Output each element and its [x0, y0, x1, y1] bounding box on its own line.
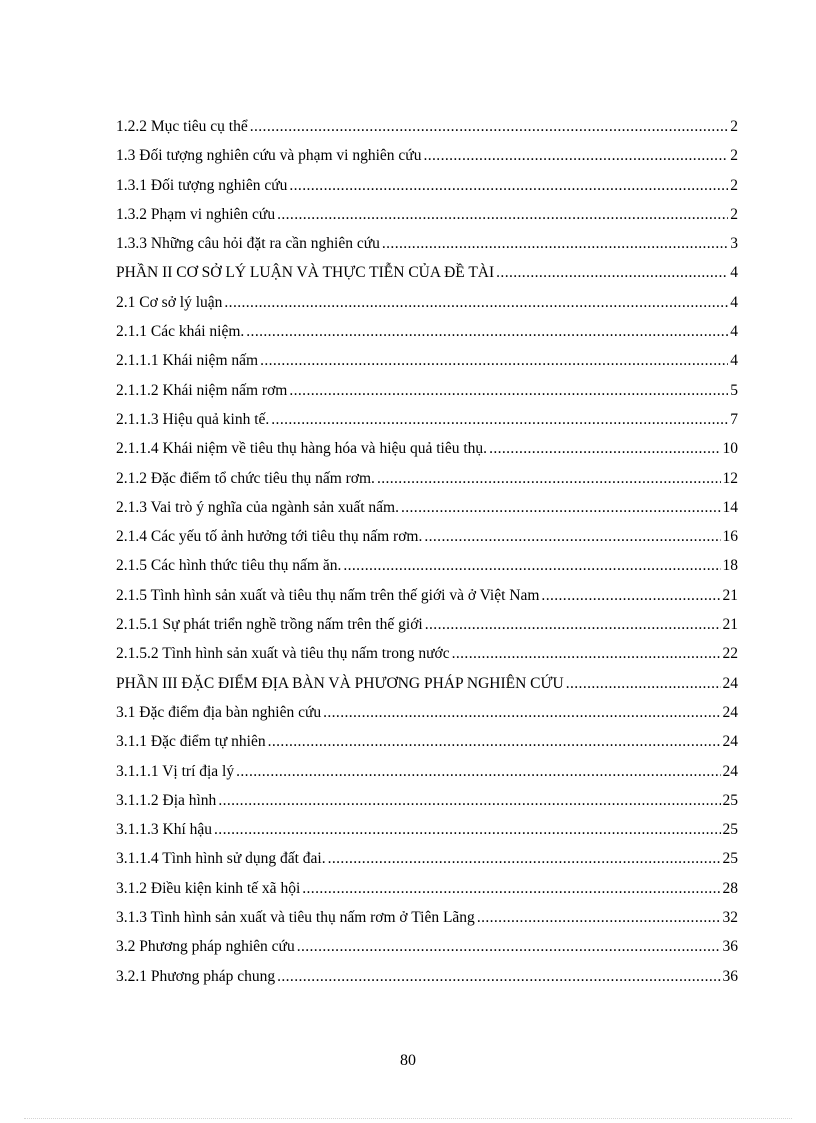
toc-dot-leader — [328, 844, 721, 873]
toc-dot-leader — [289, 376, 728, 405]
toc-dot-leader — [277, 962, 720, 991]
toc-dot-leader — [218, 786, 720, 815]
toc-dot-leader — [496, 258, 728, 287]
toc-dot-leader — [425, 610, 721, 639]
toc-entry-page-number: 18 — [722, 557, 738, 575]
toc-dot-leader — [566, 669, 721, 698]
toc-dot-leader — [302, 874, 720, 903]
toc-entry-page-number: 16 — [722, 528, 738, 546]
toc-entry-page-number: 24 — [722, 733, 738, 751]
toc-entry-title: 2.1.5 Các hình thức tiêu thụ nấm ăn. — [116, 557, 342, 575]
toc-dot-leader — [289, 171, 728, 200]
toc-entry-page-number: 36 — [722, 967, 738, 985]
toc-entry-page-number: 14 — [722, 498, 738, 516]
page-number: 80 — [400, 1052, 416, 1069]
toc-entry-title: 3.1.1 Đặc điểm tự nhiên — [116, 733, 266, 751]
toc-entry[interactable] — [116, 757, 738, 786]
toc-entry-page-number: 25 — [722, 791, 738, 809]
toc-entry[interactable] — [116, 932, 738, 961]
page-bottom-border — [24, 1118, 792, 1119]
toc-entry[interactable] — [116, 551, 738, 580]
toc-dot-leader — [489, 434, 720, 463]
toc-entry[interactable] — [116, 962, 738, 991]
toc-entry-page-number: 4 — [730, 323, 738, 341]
toc-entry-page-number: 24 — [722, 703, 738, 721]
toc-entry[interactable] — [116, 200, 738, 229]
toc-dot-leader — [224, 288, 728, 317]
toc-entry[interactable] — [116, 727, 738, 756]
toc-entry-page-number: 25 — [722, 821, 738, 839]
toc-entry-title: 3.1.3 Tình hình sản xuất và tiêu thụ nấm rơm ở Tiên Lãng — [116, 909, 475, 927]
toc-entry[interactable] — [116, 493, 738, 522]
toc-entry-title: 3.1.1.2 Địa hình — [116, 791, 217, 809]
toc-entry-title: 2.1.5.1 Sự phát triển nghề trồng nấm trên thế giới — [116, 616, 423, 634]
toc-dot-leader — [377, 464, 721, 493]
toc-entry-title: 2.1.5 Tình hình sản xuất và tiêu thụ nấm trên thế giới và ở Việt Nam — [116, 586, 540, 604]
toc-entry-title: 2.1.1.2 Khái niệm nấm rơm — [116, 381, 288, 399]
toc-entry-page-number: 3 — [730, 235, 738, 253]
toc-dot-leader — [424, 522, 720, 551]
toc-entry-page-number: 7 — [730, 410, 738, 428]
toc-entry[interactable] — [116, 229, 738, 258]
toc-entry-title: 2.1.5.2 Tình hình sản xuất và tiêu thụ nấm trong nước — [116, 645, 450, 663]
toc-entry-title: 1.3.2 Phạm vi nghiên cứu — [116, 205, 276, 223]
toc-entry[interactable] — [116, 288, 738, 317]
toc-dot-leader — [214, 815, 720, 844]
toc-entry[interactable] — [116, 464, 738, 493]
toc-entry-page-number: 4 — [730, 264, 738, 282]
toc-entry[interactable] — [116, 346, 738, 375]
toc-entry-page-number: 4 — [730, 293, 738, 311]
toc-entry-page-number: 2 — [730, 205, 738, 223]
toc-dot-leader — [297, 932, 721, 961]
toc-entry-page-number: 2 — [730, 147, 738, 165]
toc-entry[interactable] — [116, 610, 738, 639]
toc-entry[interactable] — [116, 786, 738, 815]
toc-entry[interactable] — [116, 874, 738, 903]
toc-entry-title: 2.1.1.4 Khái niệm về tiêu thụ hàng hóa và hiệu quả tiêu thụ. — [116, 440, 488, 458]
toc-entry-page-number: 21 — [722, 616, 738, 634]
toc-entry-title: 1.3.3 Những câu hỏi đặt ra cần nghiên cứu — [116, 235, 380, 253]
toc-entry[interactable] — [116, 376, 738, 405]
toc-entry-title: 3.2 Phương pháp nghiên cứu — [116, 938, 295, 956]
toc-entry[interactable] — [116, 815, 738, 844]
toc-entry-page-number: 25 — [722, 850, 738, 868]
toc-entry-title: 2.1.1.1 Khái niệm nấm — [116, 352, 259, 370]
toc-entry-title: 3.1 Đặc điểm địa bàn nghiên cứu — [116, 703, 322, 721]
toc-entry-page-number: 21 — [722, 586, 738, 604]
toc-entry-page-number: 2 — [730, 176, 738, 194]
toc-entry-page-number: 36 — [722, 938, 738, 956]
toc-entry-title: 3.2.1 Phương pháp chung — [116, 967, 276, 985]
toc-entry-title: 2.1.4 Các yếu tố ảnh hưởng tới tiêu thụ nấm rơm. — [116, 528, 423, 546]
toc-entry[interactable] — [116, 405, 738, 434]
toc-dot-leader — [271, 405, 728, 434]
toc-entry[interactable] — [116, 903, 738, 932]
toc-entry-page-number: 28 — [722, 879, 738, 897]
toc-entry-title: 2.1.1 Các khái niệm. — [116, 323, 245, 341]
toc-dot-leader — [246, 317, 728, 346]
toc-entry-title: 3.1.1.3 Khí hậu — [116, 821, 213, 839]
toc-entry[interactable] — [116, 698, 738, 727]
toc-entry-title: 2.1.1.3 Hiệu quả kinh tế. — [116, 410, 270, 428]
toc-entry-page-number: 2 — [730, 118, 738, 135]
toc-entry-title: 2.1 Cơ sở lý luận — [116, 293, 223, 311]
toc-dot-leader — [477, 903, 721, 932]
toc-entry[interactable] — [116, 669, 738, 698]
toc-entry-title: 3.1.1.1 Vị trí địa lý — [116, 762, 235, 780]
toc-entry-title: 2.1.2 Đặc điểm tổ chức tiêu thụ nấm rơm. — [116, 469, 375, 487]
toc-entry[interactable] — [116, 112, 738, 141]
toc-entry-page-number: 22 — [722, 645, 738, 663]
toc-entry[interactable] — [116, 141, 738, 170]
toc-entry-page-number: 10 — [722, 440, 738, 458]
toc-entry[interactable] — [116, 639, 738, 668]
toc-dot-leader — [236, 757, 720, 786]
toc-dot-leader — [541, 581, 720, 610]
toc-entry[interactable] — [116, 258, 738, 287]
toc-entry-page-number: 24 — [722, 674, 738, 692]
toc-entry-page-number: 32 — [722, 909, 738, 927]
toc-dot-leader — [250, 112, 729, 141]
toc-entry[interactable] — [116, 317, 738, 346]
toc-entry-title: 3.1.2 Điều kiện kinh tế xã hội — [116, 879, 301, 897]
toc-entry[interactable] — [116, 581, 738, 610]
toc-dot-leader — [382, 229, 728, 258]
toc-entry[interactable] — [116, 434, 738, 463]
toc-entry-title: 2.1.3 Vai trò ý nghĩa của ngành sản xuất nấm. — [116, 498, 399, 516]
toc-entry[interactable] — [116, 171, 738, 200]
toc-dot-leader — [260, 346, 728, 375]
toc-entry[interactable] — [116, 522, 738, 551]
toc-entry-page-number: 12 — [722, 469, 738, 487]
toc-dot-leader — [401, 493, 721, 522]
toc-entry-title: 3.1.1.4 Tình hình sử dụng đất đai. — [116, 850, 326, 868]
toc-dot-leader — [268, 727, 721, 756]
toc-entry-page-number: 5 — [730, 381, 738, 399]
toc-entry-title: 1.3.1 Đối tượng nghiên cứu — [116, 176, 288, 194]
toc-entry[interactable] — [116, 844, 738, 873]
table-of-contents — [116, 112, 738, 991]
toc-dot-leader — [277, 200, 728, 229]
toc-entry-page-number: 24 — [722, 762, 738, 780]
toc-dot-leader — [452, 639, 721, 668]
toc-entry-title: 1.2.2 Mục tiêu cụ thể — [116, 118, 248, 135]
toc-dot-leader — [343, 551, 720, 580]
toc-entry-title: PHẦN III ĐẶC ĐIỂM ĐỊA BÀN VÀ PHƯƠNG PHÁP NGHIÊN CỨU — [116, 674, 564, 692]
toc-entry-page-number: 4 — [730, 352, 738, 370]
toc-entry-title: PHẦN II CƠ SỞ LÝ LUẬN VÀ THỰC TIỄN CỦA ĐỀ TÀI — [116, 264, 495, 282]
toc-dot-leader — [423, 141, 728, 170]
toc-dot-leader — [323, 698, 720, 727]
toc-entry-title: 1.3 Đối tượng nghiên cứu và phạm vi nghiên cứu — [116, 147, 422, 165]
